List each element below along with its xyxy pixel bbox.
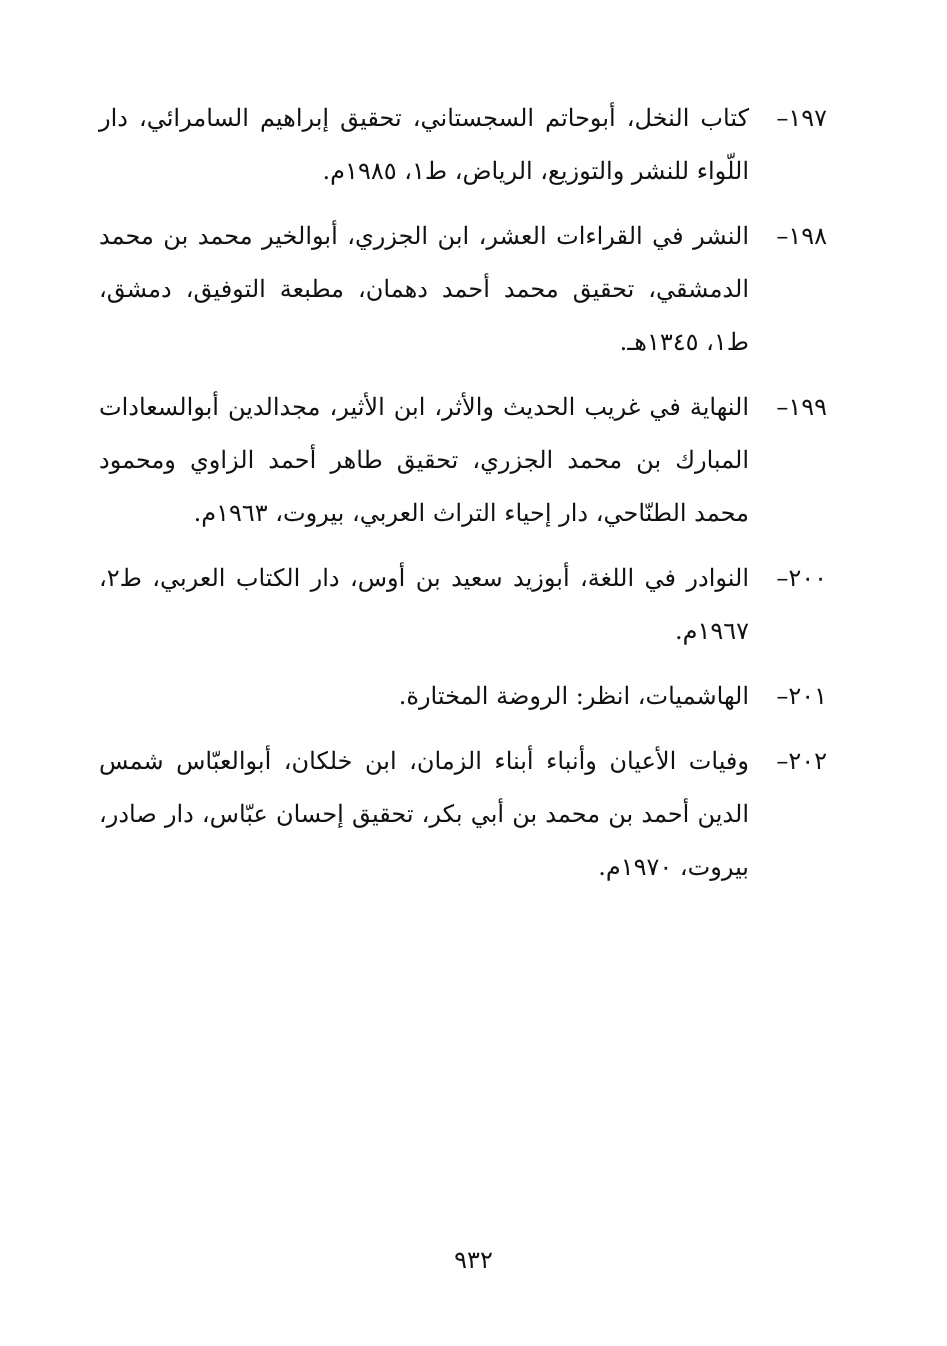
- bibliography-entry: [99, 210, 827, 369]
- entry-number: ١٩٧–: [776, 104, 827, 132]
- entry-text: النوادر في اللغة، أبوزيد سعيد بن أوس، دار الكتاب العربي، ط٢، ١٩٦٧م.: [99, 564, 749, 645]
- entry-text: النهاية في غريب الحديث والأثر، ابن الأثير، مجدالدين أبوالسعادات المبارك بن محمد الجزري، تحقيق طاهر أحمد الزاوي ومحمود محمد الطنّاحي، دار إحياء التراث العربي، بيروت، ١٩٦٣م.: [99, 393, 749, 527]
- entry-text: كتاب النخل، أبوحاتم السجستاني، تحقيق إبراهيم السامرائي، دار اللّواء للنشر والتوزيع، الرياض، ط١، ١٩٨٥م.: [99, 104, 749, 185]
- page-number: ٩٣٢: [454, 1246, 493, 1274]
- bibliography-entry: [99, 670, 827, 723]
- bibliography-list: [99, 92, 827, 906]
- entry-text: الهاشميات، انظر: الروضة المختارة.: [398, 682, 749, 710]
- entry-text: النشر في القراءات العشر، ابن الجزري، أبوالخير محمد بن محمد الدمشقي، تحقيق محمد أحمد دهمان، مطبعة التوفيق، دمشق، ط١، ١٣٤٥هـ.: [99, 222, 749, 356]
- entry-number: ٢٠٠–: [776, 564, 827, 592]
- bibliography-entry: [99, 735, 827, 894]
- bibliography-entry: [99, 552, 827, 658]
- entry-number: ٢٠١–: [776, 682, 827, 710]
- bibliography-entry: [99, 381, 827, 540]
- entry-number: ١٩٨–: [776, 222, 827, 250]
- bibliography-entry: [99, 92, 827, 198]
- entry-number: ١٩٩–: [776, 393, 827, 421]
- entry-text: وفيات الأعيان وأنباء أبناء الزمان، ابن خلكان، أبوالعبّاس شمس الدين أحمد بن محمد بن أبي بكر، تحقيق إحسان عبّاس، دار صادر، بيروت، ١٩٧٠م.: [99, 747, 749, 881]
- entry-number: ٢٠٢–: [776, 747, 827, 775]
